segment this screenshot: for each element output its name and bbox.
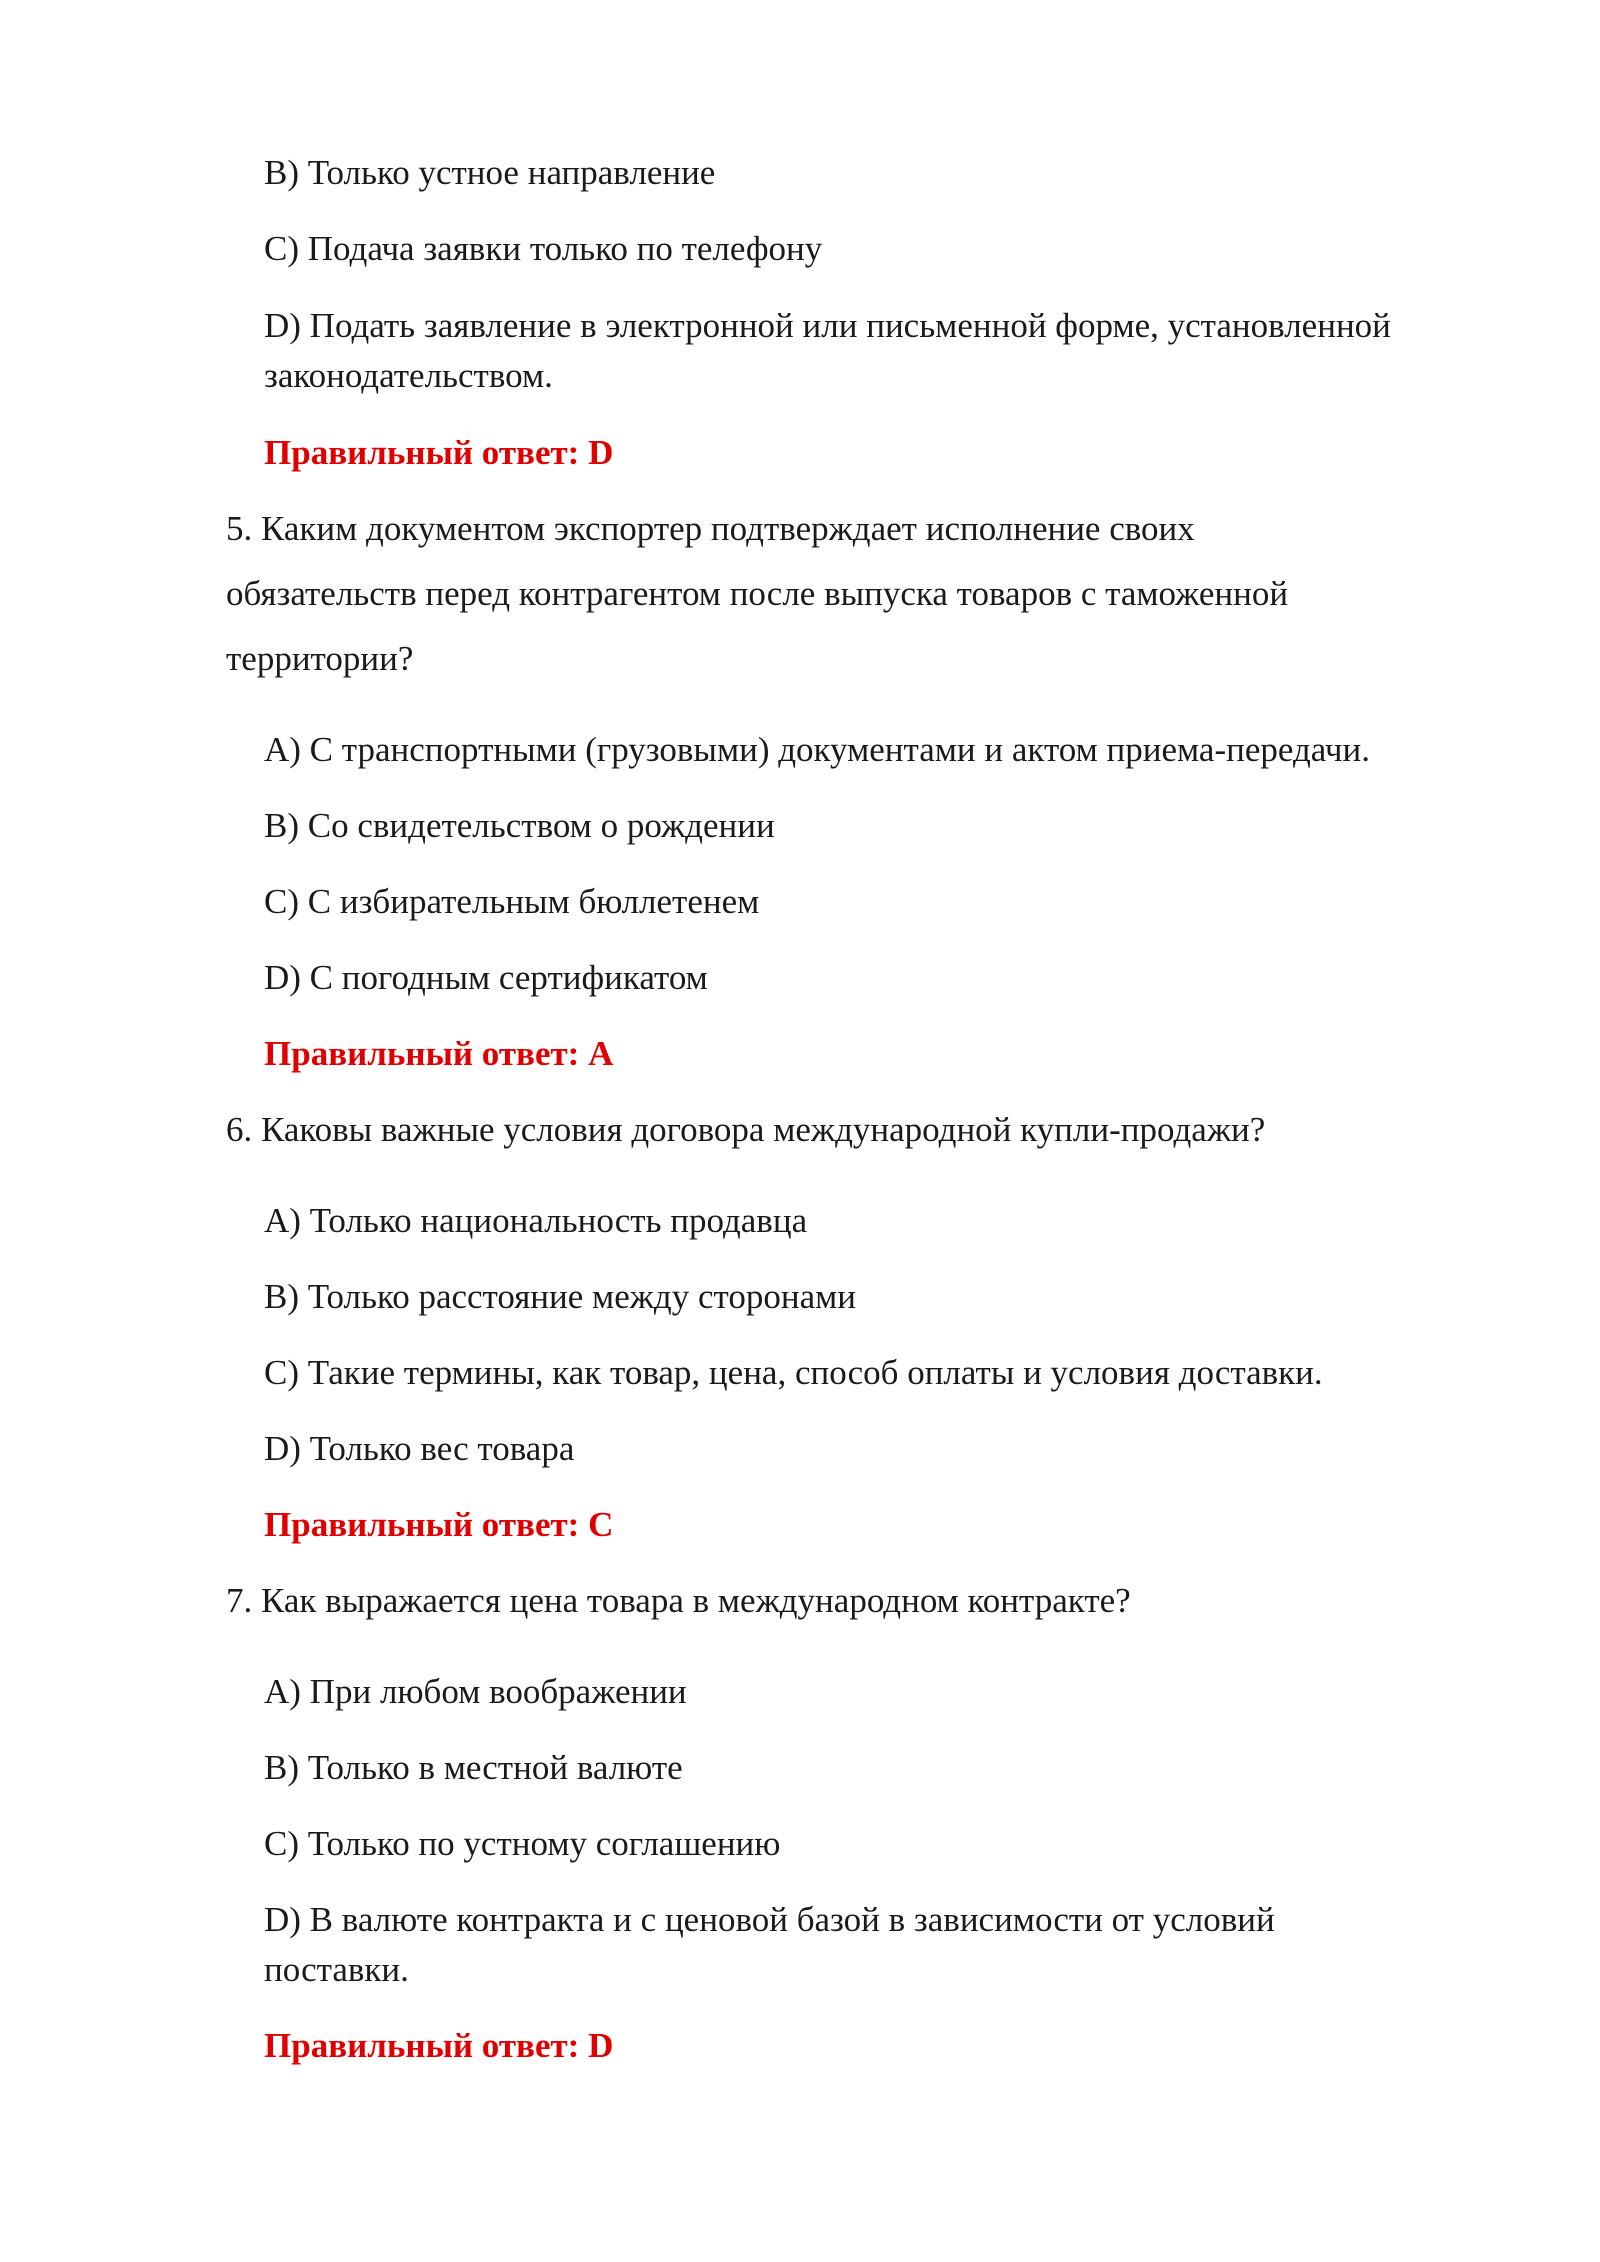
question-6: 6. Каковы важные условия договора международной купли-продажи? xyxy=(226,1110,1266,1149)
option-c-q5: C) С избирательным бюллетенем xyxy=(264,882,760,921)
option-d-q7: D) В валюте контракта и с ценовой базой в зависимости от условий xyxy=(264,1900,1275,1939)
option-d-q7-continued: поставки. xyxy=(264,1950,409,1989)
option-c-q4: C) Подача заявки только по телефону xyxy=(264,229,823,268)
question-5-line-3: территории? xyxy=(226,639,414,678)
correct-answer-q5: Правильный ответ: A xyxy=(264,1034,614,1073)
option-d-q4-continued: законодательством. xyxy=(264,356,553,395)
option-b-q7: B) Только в местной валюте xyxy=(264,1748,683,1787)
correct-answer-q7: Правильный ответ: D xyxy=(264,2026,614,2065)
question-5-line-2: обязательств перед контрагентом после выпуска товаров с таможенной xyxy=(226,574,1289,613)
option-d-q5: D) С погодным сертификатом xyxy=(264,958,708,997)
option-a-q6: A) Только национальность продавца xyxy=(264,1201,808,1240)
correct-answer-q6: Правильный ответ: C xyxy=(264,1505,614,1544)
option-b-q6: B) Только расстояние между сторонами xyxy=(264,1277,856,1316)
option-c-q7: C) Только по устному соглашению xyxy=(264,1824,781,1863)
option-d-q4: D) Подать заявление в электронной или письменной форме, установленной xyxy=(264,306,1391,345)
option-b-q5: B) Со свидетельством о рождении xyxy=(264,806,775,845)
question-5: 5. Каким документом экспортер подтверждает исполнение своих xyxy=(226,509,1195,548)
option-c-q6: C) Такие термины, как товар, цена, способ оплаты и условия доставки. xyxy=(264,1353,1323,1392)
option-a-q7: A) При любом воображении xyxy=(264,1672,687,1711)
option-d-q6: D) Только вес товара xyxy=(264,1429,575,1468)
correct-answer-q4: Правильный ответ: D xyxy=(264,433,614,472)
option-b-q4: B) Только устное направление xyxy=(264,153,716,192)
option-a-q5: A) С транспортными (грузовыми) документами и актом приема-передачи. xyxy=(264,730,1370,769)
question-7: 7. Как выражается цена товара в международном контракте? xyxy=(226,1581,1131,1620)
